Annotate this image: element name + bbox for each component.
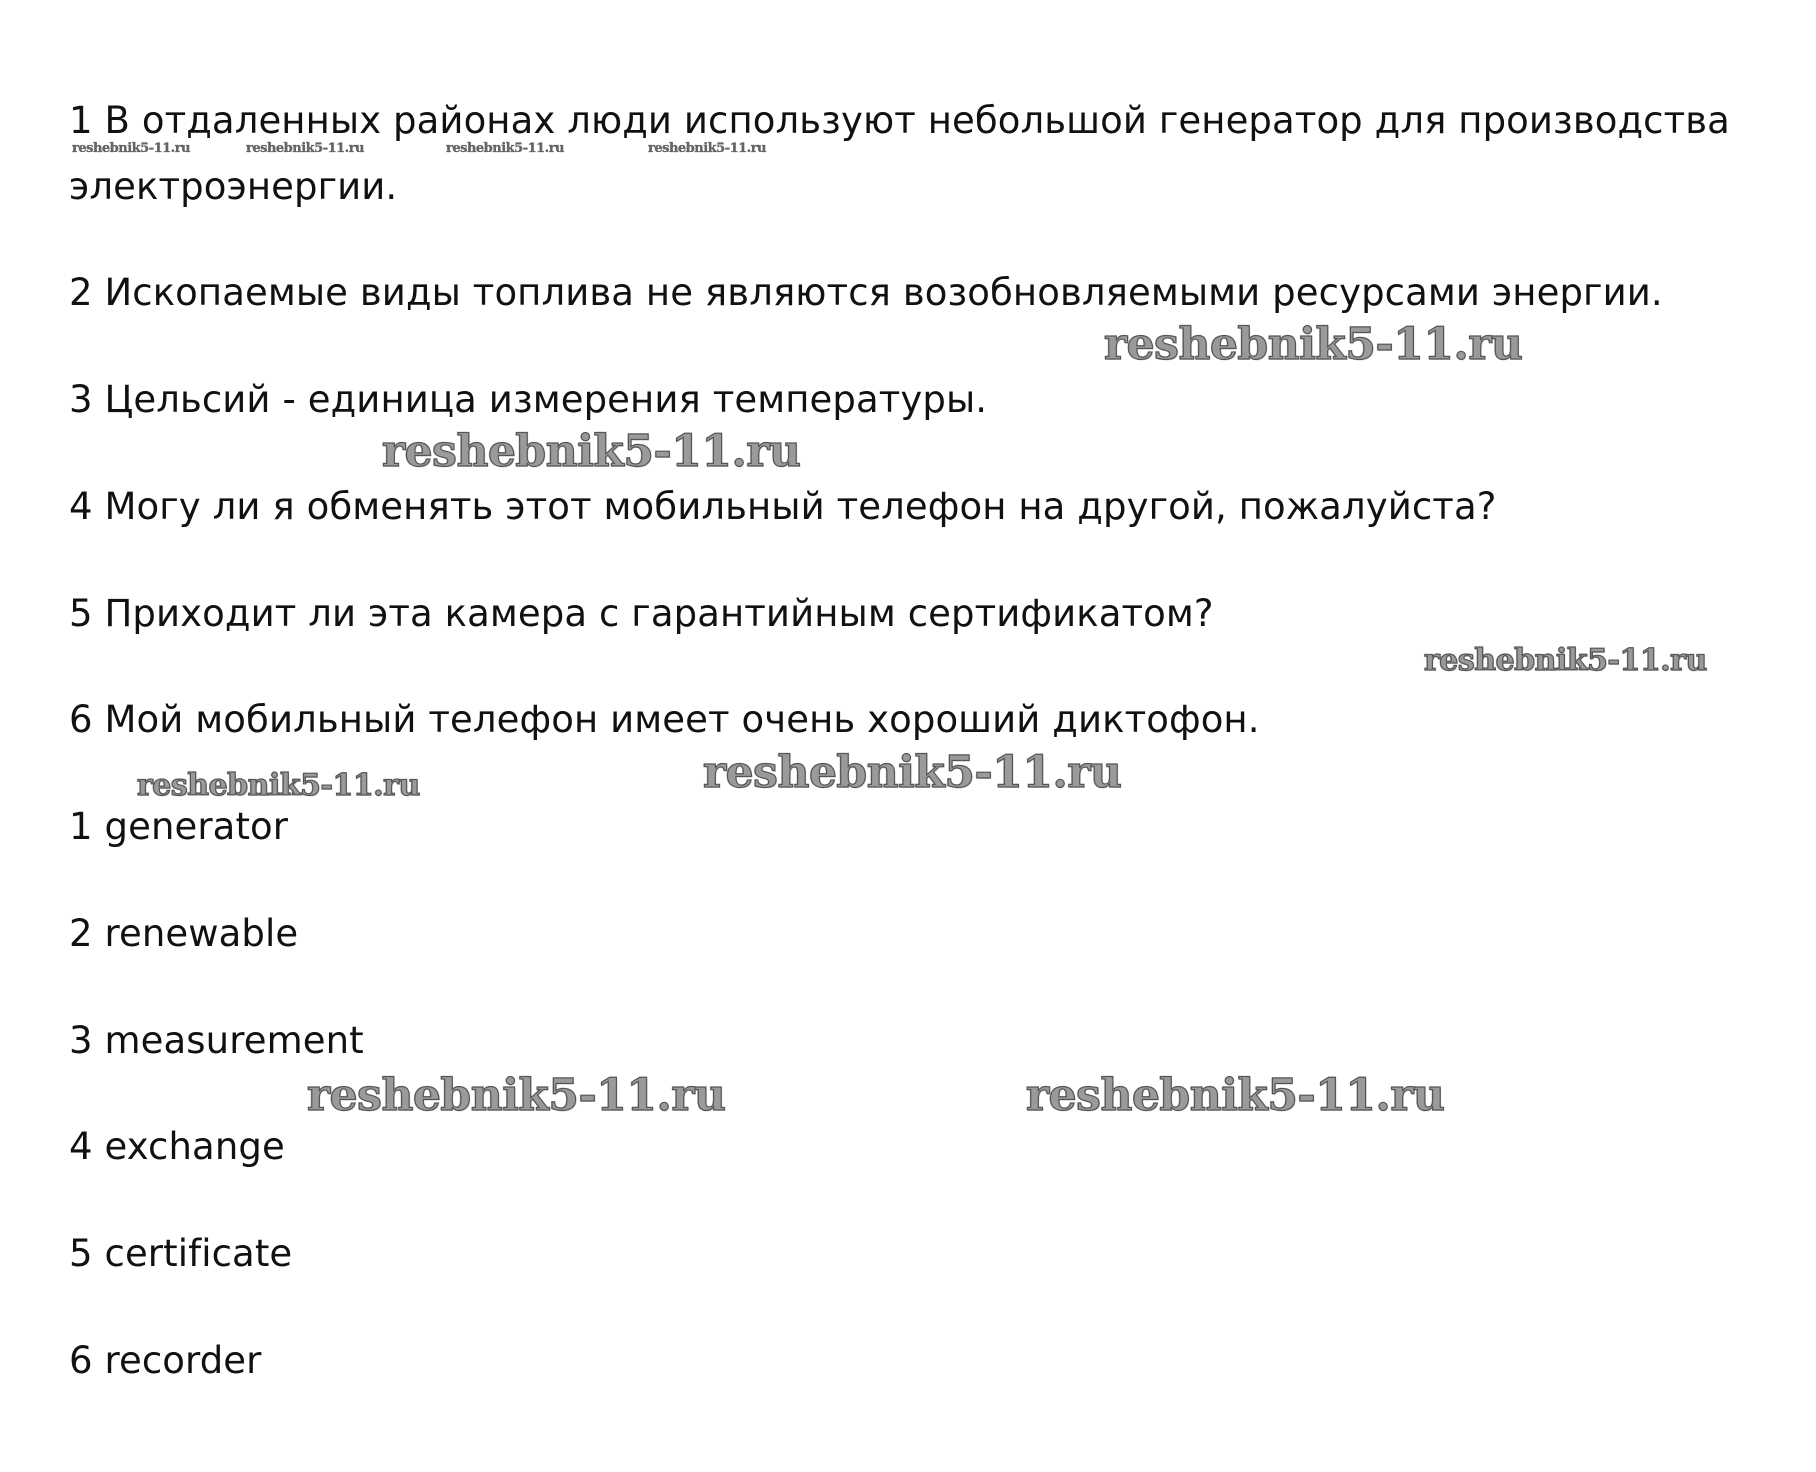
watermark: reshebnik5-11.ru bbox=[703, 747, 1122, 798]
answer-line-3: 3 measurement bbox=[69, 1019, 364, 1062]
watermark: reshebnik5-11.ru bbox=[648, 141, 767, 156]
watermark: reshebnik5-11.ru bbox=[137, 768, 420, 803]
answer-line-4: 4 exchange bbox=[69, 1125, 285, 1168]
watermark: reshebnik5-11.ru bbox=[382, 426, 801, 477]
watermark: reshebnik5-11.ru bbox=[1104, 319, 1523, 370]
watermark: reshebnik5-11.ru bbox=[246, 141, 365, 156]
watermark: reshebnik5-11.ru bbox=[1424, 643, 1707, 678]
translation-line-3: 3 Цельсий - единица измерения температуры. bbox=[69, 378, 988, 421]
answer-line-2: 2 renewable bbox=[69, 912, 299, 955]
translation-line-5: 5 Приходит ли эта камера с гарантийным сертификатом? bbox=[69, 592, 1214, 635]
translation-line-2: 2 Ископаемые виды топлива не являются возобновляемыми ресурсами энергии. bbox=[69, 271, 1663, 314]
translation-line-1b: электроэнергии. bbox=[69, 165, 398, 208]
watermark: reshebnik5-11.ru bbox=[72, 141, 191, 156]
translation-line-4: 4 Могу ли я обменять этот мобильный телефон на другой, пожалуйста? bbox=[69, 485, 1497, 528]
answer-line-5: 5 certificate bbox=[69, 1232, 293, 1275]
watermark: reshebnik5-11.ru bbox=[307, 1070, 726, 1121]
watermark: reshebnik5-11.ru bbox=[1026, 1070, 1445, 1121]
answer-line-1: 1 generator bbox=[69, 805, 289, 848]
translation-line-6: 6 Мой мобильный телефон имеет очень хороший диктофон. bbox=[69, 698, 1260, 741]
watermark: reshebnik5-11.ru bbox=[446, 141, 565, 156]
answer-line-6: 6 recorder bbox=[69, 1339, 262, 1382]
translation-line-1a: 1 В отдаленных районах люди используют небольшой генератор для производства bbox=[69, 99, 1730, 142]
